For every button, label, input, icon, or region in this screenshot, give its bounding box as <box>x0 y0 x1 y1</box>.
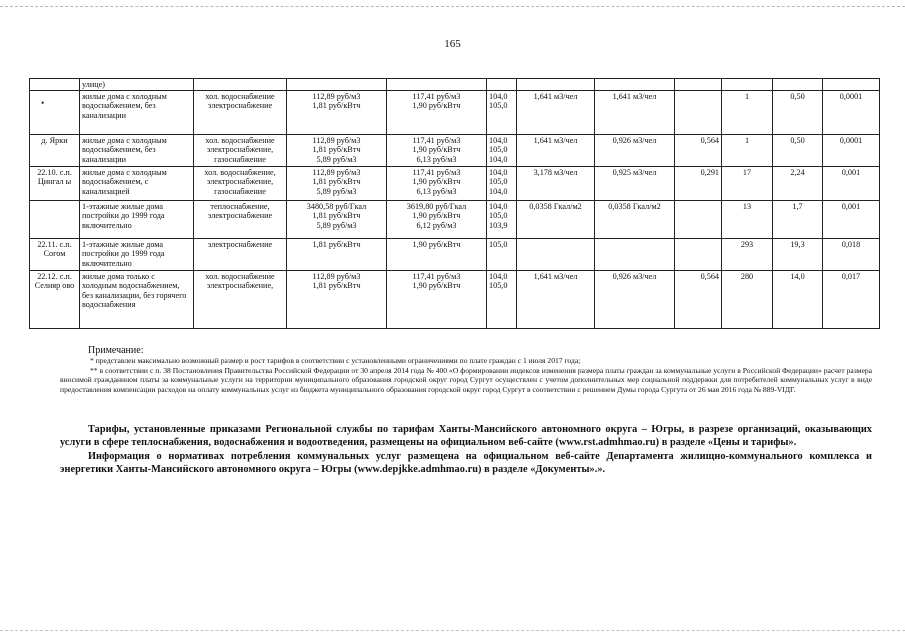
table-cell: хол. водоснабжение электроснабжение, газоснабжение <box>194 135 287 167</box>
table-cell: 0,0001 <box>823 135 880 167</box>
table-cell: 0,017 <box>823 271 880 329</box>
table-cell: 17 <box>722 167 773 201</box>
notes-heading: Примечание: <box>88 345 144 356</box>
body-text <box>60 423 872 477</box>
table-cell: 1,641 м3/чел <box>517 135 595 167</box>
table-cell: 0,291 <box>675 167 722 201</box>
table-cell: 0,001 <box>823 201 880 239</box>
table-cell: жилые дома с холодным водоснабжением, без канализации <box>80 91 194 135</box>
table-cell <box>387 79 487 91</box>
table-cell: хол. водоснабжение электроснабжение <box>194 91 287 135</box>
table-cell <box>675 239 722 271</box>
table-cell: 22.12. с.п. Селияр ово <box>30 271 80 329</box>
table-cell: 1 <box>722 135 773 167</box>
table-cell: 3,178 м3/чел <box>517 167 595 201</box>
table-cell: 1-этажные жилые дома постройки до 1999 года включительно <box>80 239 194 271</box>
table-cell: 104,0 105,0 103,9 <box>487 201 517 239</box>
table-cell: 2,24 <box>773 167 823 201</box>
paragraph-tariffs: Тарифы, установленные приказами Региональной службы по тарифам Ханты-Мансийского автономного округа – Югры, в разрезе организаций, оказывающих услуги в сфере теплоснабжения, водоснабжения и водоотведения, размещены на официальном веб-сайте (www.rst.admhmao.ru) в разделе «Цены и тарифы». <box>60 424 872 449</box>
table-cell <box>517 79 595 91</box>
table-cell: 117,41 руб/м3 1,90 руб/кВтч <box>387 91 487 135</box>
table-cell <box>675 79 722 91</box>
table-cell: 0,001 <box>823 167 880 201</box>
table-cell: 0,926 м3/чел <box>595 271 675 329</box>
table-cell <box>823 79 880 91</box>
notes-block <box>60 345 872 394</box>
table-cell: 1,641 м3/чел <box>517 271 595 329</box>
table-row <box>30 167 880 201</box>
note-1: * представлен максимально возможный размер и рост тарифов в соответствии с установленными ограничениями по плате граждан с 1 июля 2017 года; <box>90 356 581 365</box>
table-cell: 1,90 руб/кВтч <box>387 239 487 271</box>
table-cell <box>287 79 387 91</box>
table-cell <box>675 91 722 135</box>
table-cell: 104,0 105,0 <box>487 91 517 135</box>
tariff-table <box>29 78 880 329</box>
page-number: 165 <box>444 38 461 50</box>
table-cell: 112,89 руб/м3 1,81 руб/кВтч <box>287 271 387 329</box>
table-cell: 1 <box>722 91 773 135</box>
table-cell: 1,641 м3/чел <box>517 91 595 135</box>
table-cell <box>30 91 80 135</box>
table-cell <box>595 79 675 91</box>
table-cell: 112,89 руб/м3 1,81 руб/кВтч 5,89 руб/м3 <box>287 167 387 201</box>
table-cell: 1,81 руб/кВтч <box>287 239 387 271</box>
table-cell: 112,89 руб/м3 1,81 руб/кВтч 5,89 руб/м3 <box>287 135 387 167</box>
scan-bottom-edge <box>0 630 905 631</box>
table-row <box>30 79 880 91</box>
table-cell <box>30 201 80 239</box>
table-cell: 280 <box>722 271 773 329</box>
table-cell: 1,7 <box>773 201 823 239</box>
table-cell: хол. водоснабжение электроснабжение, <box>194 271 287 329</box>
table-cell: 0,0001 <box>823 91 880 135</box>
table-cell: жилые дома с холодным водоснабжением, без канализации <box>80 135 194 167</box>
table-cell <box>517 239 595 271</box>
paragraph-norms: Информация о нормативах потребления коммунальных услуг размещена на официальном веб-сайте Департамента жилищно-коммунального комплекса и энергетики Ханты-Мансийского автономного округа – Югры (www.depjkke.admhmao.ru) в разделе «Документы».». <box>60 450 872 476</box>
table-cell: 13 <box>722 201 773 239</box>
table-cell: 0,0358 Гкал/м2 <box>517 201 595 239</box>
table-cell <box>194 79 287 91</box>
table-cell: 0,925 м3/чел <box>595 167 675 201</box>
table-cell: 22.11. с.п. Согом <box>30 239 80 271</box>
table-cell: 104,0 105,0 104,0 <box>487 135 517 167</box>
table-row <box>30 201 880 239</box>
table-cell <box>773 79 823 91</box>
table-cell <box>487 79 517 91</box>
table-cell: жилые дома только с холодным водоснабжением, без канализации, без горячего водоснабжения <box>80 271 194 329</box>
table-cell: 293 <box>722 239 773 271</box>
table-cell: 1-этажные жилые дома постройки до 1999 года включительно <box>80 201 194 239</box>
table-cell: теплоснабжение, электроснабжение <box>194 201 287 239</box>
table-cell: 14,0 <box>773 271 823 329</box>
table-cell <box>595 239 675 271</box>
table-row <box>30 91 880 135</box>
table-cell: хол. водоснабжение, электроснабжение, газоснабжение <box>194 167 287 201</box>
table-cell: 0,0358 Гкал/м2 <box>595 201 675 239</box>
table-row <box>30 135 880 167</box>
table-cell: 0,564 <box>675 271 722 329</box>
table-cell: 104,0 105,0 104,0 <box>487 167 517 201</box>
table-cell: 117,41 руб/м3 1,90 руб/кВтч <box>387 271 487 329</box>
table-cell: 0,50 <box>773 135 823 167</box>
note-2: ** в соответствии с п. 38 Постановления Правительства Российской Федерации от 30 апреля 2014 года № 400 «О формировании индексов изменения размера платы граждан за коммунальные услуги в Российской Федерации» расчет размера вносимой гражданином платы за коммунальные услуги на территории муниципального образования городской округ город Сургут осуществлен с учетом дополнительных мер социальной поддержки для потребителей коммунальных услуг в виде предоставления компенсации расходов на оплату коммунальных услуг из бюджета муниципального образования городской округ город Сургут в соответствии с решением Думы города Сургута от 26 мая 2016 года № 889-VIДГ. <box>60 365 872 394</box>
table-cell: электроснабжение <box>194 239 287 271</box>
scan-top-edge <box>0 6 905 7</box>
table-cell: 1,641 м3/чел <box>595 91 675 135</box>
table-cell: 3480,58 руб/Гкал 1,81 руб/кВтч 5,89 руб/м3 <box>287 201 387 239</box>
table-cell: 117,41 руб/м3 1,90 руб/кВтч 6,13 руб/м3 <box>387 135 487 167</box>
table-cell <box>30 79 80 91</box>
table-cell: 22.10. с.п. Цингал ы <box>30 167 80 201</box>
table-row <box>30 239 880 271</box>
table-cell: 105,0 <box>487 239 517 271</box>
table-cell: жилые дома с холодным водоснабжением, с канализацией <box>80 167 194 201</box>
table-cell: 19,3 <box>773 239 823 271</box>
table-cell: 117,41 руб/м3 1,90 руб/кВтч 6,13 руб/м3 <box>387 167 487 201</box>
table-cell: 0,018 <box>823 239 880 271</box>
table-cell <box>675 201 722 239</box>
table-cell <box>722 79 773 91</box>
table-row <box>30 271 880 329</box>
row-bullet-mark: • <box>41 98 45 108</box>
table-cell: д. Ярки <box>30 135 80 167</box>
table-cell: 0,50 <box>773 91 823 135</box>
table-cell: 3619,80 руб/Гкал 1,90 руб/кВтч 6,12 руб/м3 <box>387 201 487 239</box>
table-cell: 0,926 м3/чел <box>595 135 675 167</box>
table-cell: улице) <box>80 79 194 91</box>
table-cell: 112,89 руб/м3 1,81 руб/кВтч <box>287 91 387 135</box>
table-cell: 0,564 <box>675 135 722 167</box>
table-cell: 104,0 105,0 <box>487 271 517 329</box>
